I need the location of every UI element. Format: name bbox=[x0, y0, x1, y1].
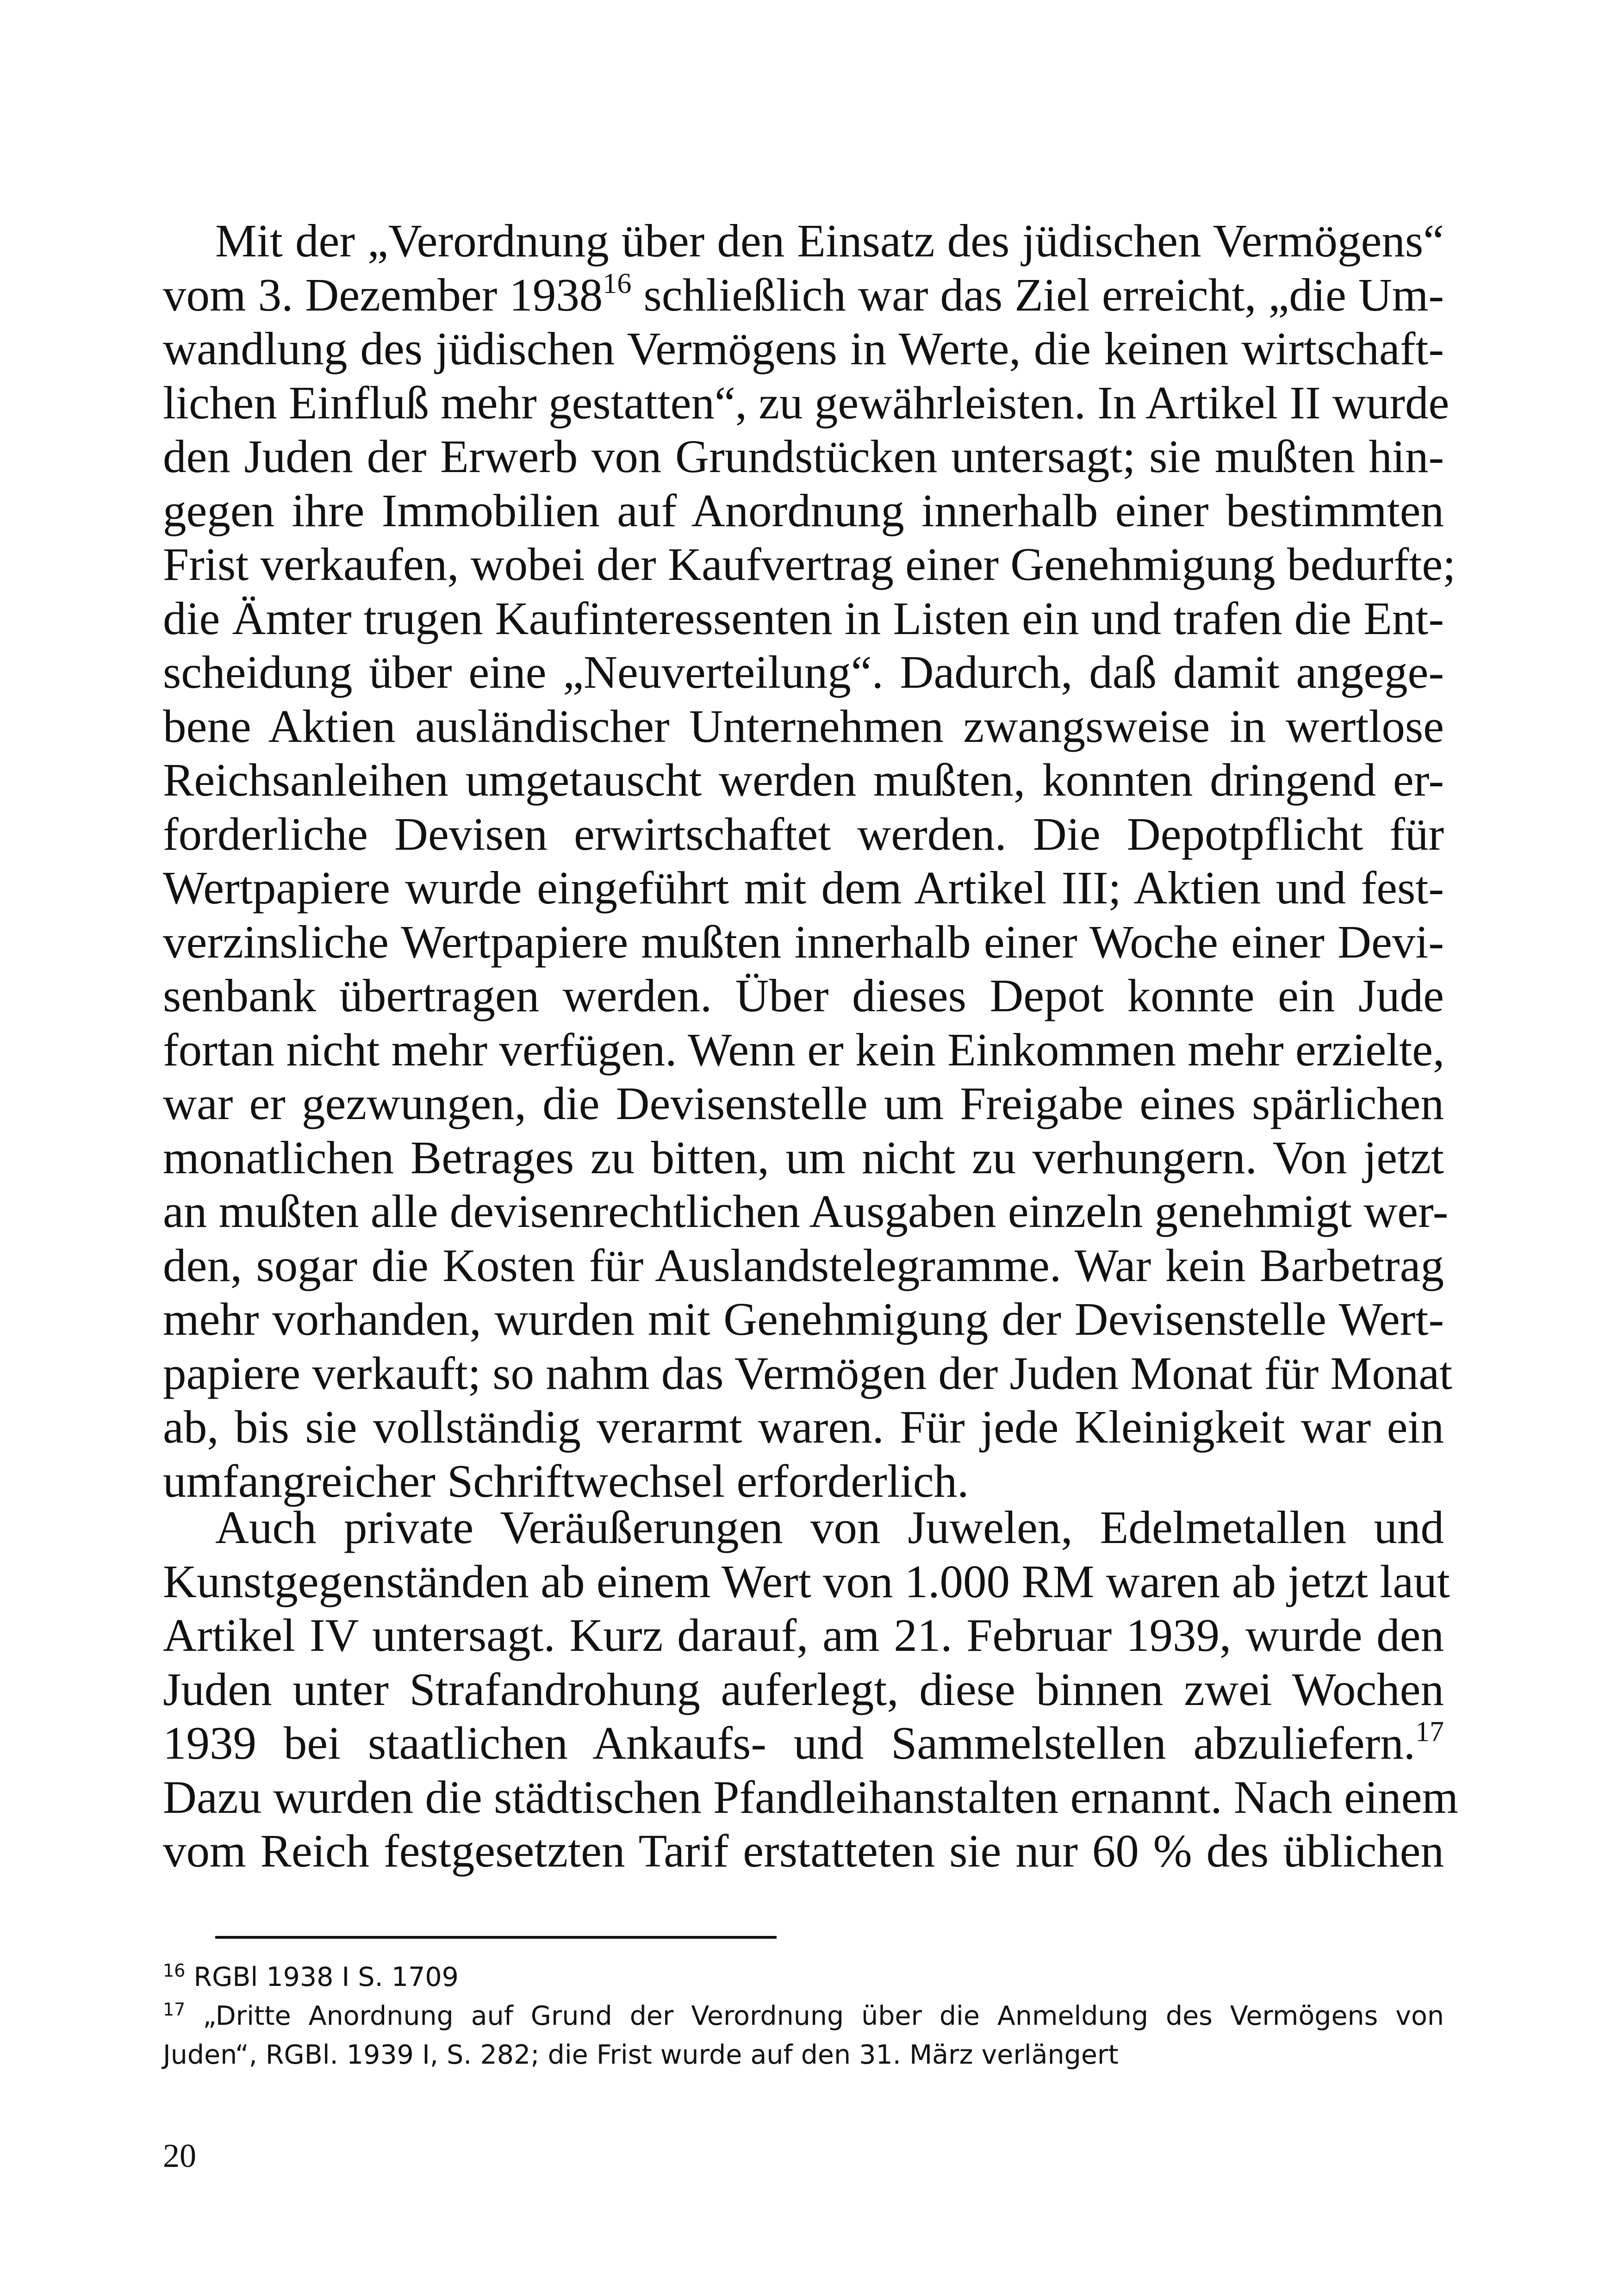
text-line: die Ämter trugen Kaufinteressenten in Listen ein und trafen die Ent- bbox=[163, 592, 1444, 644]
text-line: verzinsliche Wertpapiere mußten innerhalb einer Woche einer Devi- bbox=[163, 915, 1444, 968]
text-line: umfangreicher Schriftwechsel erforderlich. bbox=[163, 1455, 969, 1507]
text-fragment: 1939 bei staatlichen Ankaufs- und Sammelstellen abzuliefern. bbox=[163, 1717, 1415, 1769]
text-line: Frist verkaufen, wobei der Kaufvertrag einer Genehmigung bedurfte; bbox=[163, 538, 1456, 590]
page-number: 20 bbox=[163, 2137, 196, 2174]
text-line: den, sogar die Kosten für Auslandstelegramme. War kein Barbetrag bbox=[163, 1239, 1444, 1291]
body-paragraph-1 bbox=[163, 214, 1456, 1508]
text-line: vom Reich festgesetzten Tarif erstatteten sie nur 60 % des üblichen bbox=[163, 1825, 1444, 1877]
text-fragment: vom 3. Dezember 1938 bbox=[163, 268, 603, 321]
text-line: Reichsanleihen umgetauscht werden mußten, konnten dringend er- bbox=[163, 754, 1444, 806]
text-line: papiere verkauft; so nahm das Vermögen der Juden Monat für Monat bbox=[163, 1347, 1453, 1399]
text-fragment: schließlich war das Ziel erreicht, „die Um- bbox=[631, 268, 1444, 321]
text-line: den Juden der Erwerb von Grundstücken untersagt; sie mußten hin- bbox=[163, 430, 1444, 482]
text-line: lichen Einfluß mehr gestatten“, zu gewährleisten. In Artikel II wurde bbox=[163, 376, 1450, 429]
text-line: fortan nicht mehr verfügen. Wenn er kein Einkommen mehr erzielte, bbox=[163, 1023, 1445, 1076]
text-line: Mit der „Verordnung über den Einsatz des jüdischen Vermögens“ bbox=[215, 215, 1444, 267]
text-line: war er gezwungen, die Devisenstelle um Freigabe eines spärlichen bbox=[163, 1077, 1444, 1129]
text-line: wandlung des jüdischen Vermögens in Werte, die keinen wirtschaft- bbox=[163, 323, 1444, 374]
footnotes bbox=[163, 1958, 1444, 2074]
text-line: monatlichen Betrages zu bitten, um nicht zu verhungern. Von jetzt bbox=[163, 1131, 1444, 1183]
text-line: an mußten alle devisenrechtlichen Ausgaben einzeln genehmigt wer- bbox=[163, 1185, 1449, 1237]
footnote-17 bbox=[163, 1997, 1444, 2035]
footnote-separator bbox=[215, 1936, 777, 1939]
footnote-number: 16 bbox=[163, 1960, 186, 1981]
text-line: forderliche Devisen erwirtschaftet werden. Die Depotpflicht für bbox=[163, 808, 1444, 860]
text-line: ab, bis sie vollständig verarmt waren. Für jede Kleinigkeit war ein bbox=[163, 1401, 1444, 1453]
text-line: Juden unter Strafandrohung auferlegt, diese binnen zwei Wochen bbox=[163, 1663, 1444, 1715]
footnote-number: 17 bbox=[163, 1999, 186, 2020]
text-line: mehr vorhanden, wurden mit Genehmigung der Devisenstelle Wert- bbox=[163, 1293, 1444, 1345]
text-line: Auch private Veräußerungen von Juwelen, Edelmetallen und bbox=[215, 1501, 1444, 1553]
text-line: scheidung über eine „Neuverteilung“. Dadurch, daß damit angege- bbox=[163, 646, 1444, 698]
footnote-17-continuation: Juden“, RGBl. 1939 I, S. 282; die Frist wurde auf den 31. März verlängert bbox=[163, 2040, 1119, 2070]
footnote-reference-17[interactable]: 17 bbox=[1415, 1716, 1444, 1748]
text-line: Wertpapiere wurde eingeführt mit dem Artikel III; Aktien und fest- bbox=[163, 862, 1444, 914]
text-line: gegen ihre Immobilien auf Anordnung innerhalb einer bestimmten bbox=[163, 484, 1444, 536]
text-line: Kunstgegenständen ab einem Wert von 1.000 RM waren ab jetzt laut bbox=[163, 1555, 1450, 1607]
footnote-reference-16[interactable]: 16 bbox=[603, 268, 632, 299]
text-line: Dazu wurden die städtischen Pfandleihanstalten ernannt. Nach einem bbox=[163, 1771, 1458, 1823]
text-line: bene Aktien ausländischer Unternehmen zwangsweise in wertlose bbox=[163, 700, 1444, 752]
footnote-text: RGBl 1938 I S. 1709 bbox=[193, 1962, 459, 1992]
text-line: Artikel IV untersagt. Kurz darauf, am 21. Februar 1939, wurde den bbox=[163, 1609, 1444, 1661]
text-line: senbank übertragen werden. Über dieses Depot konnte ein Jude bbox=[163, 970, 1444, 1021]
text-line bbox=[163, 1716, 1444, 1770]
body-paragraph-2 bbox=[163, 1500, 1458, 1878]
footnote-text: „Dritte Anordnung auf Grund der Verordnung über die Anmeldung des Vermögens von bbox=[203, 2001, 1444, 2031]
footnote-16 bbox=[163, 1958, 1444, 1997]
text-line bbox=[163, 268, 1444, 322]
